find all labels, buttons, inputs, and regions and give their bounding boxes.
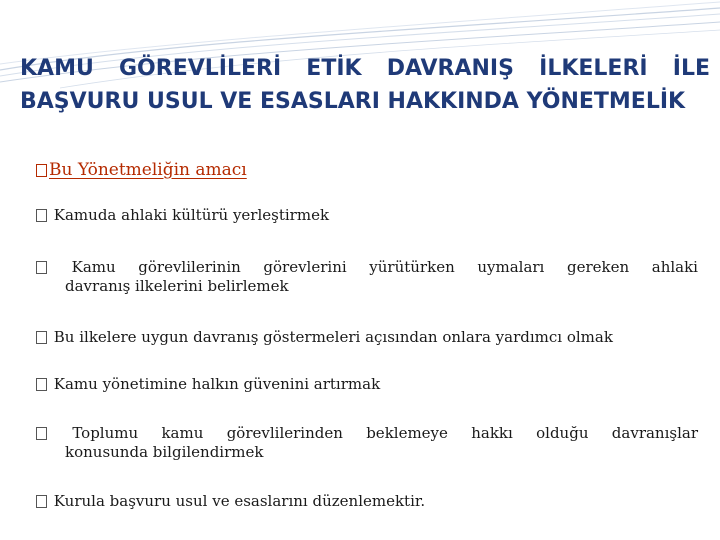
bullet-text: Toplumu kamu görevlilerinden beklemeye hakkı olduğu davranışlar [72,424,698,442]
bullet-text: Bu ilkelere uygun davranış göstermeleri açısından onlara yardımcı olmak [53,328,613,346]
list-item [36,492,698,511]
list-item [36,424,698,462]
bullet-box-icon [36,261,47,274]
bullet-text: Kamu görevlilerinin görevlerini yürütürken uymaları gereken ahlaki [71,258,698,276]
bullet-continuation: davranış ilkelerini belirlemek [65,277,289,295]
bullet-line [36,375,698,394]
bullet-text: Kurula başvuru usul ve esaslarını düzenlemektir. [53,492,426,510]
title-line-1: KAMU GÖREVLİLERİ ETİK DAVRANIŞ İLKELERİ İLE [20,56,710,81]
list-item [36,206,698,225]
bullet-text: Kamu yönetimine halkın güvenini artırmak [53,375,381,393]
section-heading [36,160,247,180]
page-title [20,52,710,118]
bullet-text: Kamuda ahlaki kültürü yerleştirmek [53,206,330,224]
list-item [36,375,698,394]
bullet-box-icon [36,427,47,440]
bullet-box-icon [36,495,47,508]
title-line-2: BAŞVURU USUL VE ESASLARI HAKKINDA YÖNETMELİK [20,89,686,114]
section-heading-text: Bu Yönetmeliğin amacı [49,160,247,180]
bullet-line [36,328,698,347]
bullet-box-icon [36,331,47,344]
list-item [36,328,698,347]
list-item [36,258,698,296]
bullet-continuation: konusunda bilgilendirmek [65,443,264,461]
bullet-line [36,206,698,225]
bullet-line [36,258,698,277]
bullet-line [36,492,698,511]
bullet-box-icon [36,378,47,391]
bullet-box-icon [36,164,47,177]
bullet-box-icon [36,209,47,222]
bullet-line [36,424,698,443]
